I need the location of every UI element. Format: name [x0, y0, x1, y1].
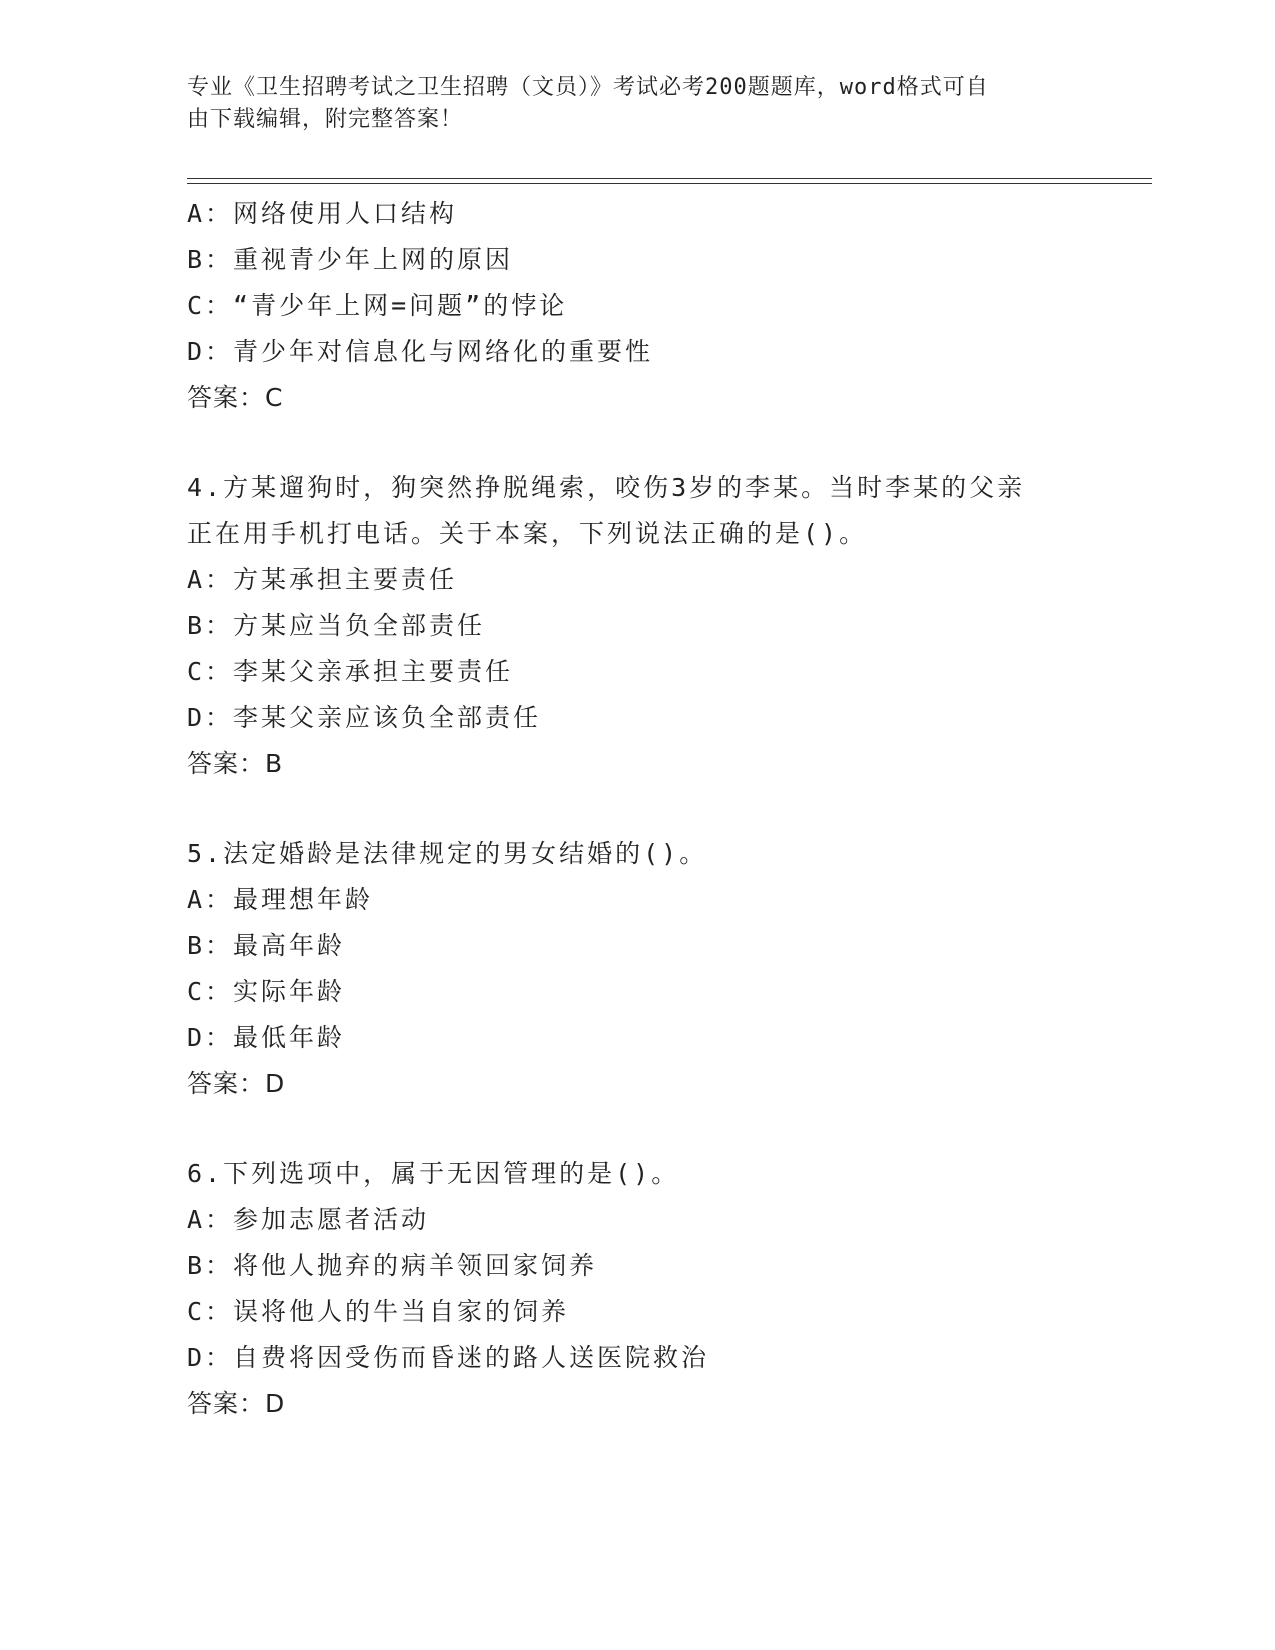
question-4	[187, 465, 1147, 787]
option-c: C：李某父亲承担主要责任	[187, 657, 514, 686]
answer-line: 答案：D	[187, 1069, 286, 1098]
question-6	[187, 1151, 1147, 1427]
option-b: B：最高年龄	[187, 931, 346, 960]
option-c: C：误将他人的牛当自家的饲养	[187, 1297, 570, 1326]
question-3	[187, 191, 1147, 421]
option-d: D：李某父亲应该负全部责任	[187, 703, 542, 732]
answer-line: 答案：C	[187, 383, 284, 412]
spacer	[187, 787, 1147, 831]
question-list	[187, 191, 1147, 1427]
option-b: B：将他人抛弃的病羊领回家饲养	[187, 1251, 598, 1280]
option-d: D：自费将因受伤而昏迷的路人送医院救治	[187, 1343, 710, 1372]
option-d: D：最低年龄	[187, 1023, 346, 1052]
option-c: C：“青少年上网=问题”的悖论	[187, 291, 568, 320]
spacer	[187, 421, 1147, 465]
option-d: D：青少年对信息化与网络化的重要性	[187, 337, 654, 366]
option-a: A：方某承担主要责任	[187, 565, 458, 594]
option-b: B：方某应当负全部责任	[187, 611, 486, 640]
answer-line: 答案：B	[187, 749, 284, 778]
option-b: B：重视青少年上网的原因	[187, 245, 514, 274]
header-divider-bottom	[187, 183, 1152, 184]
option-a: A：网络使用人口结构	[187, 199, 458, 228]
question-stem-line-1: 4.方某遛狗时，狗突然挣脱绳索，咬伤3岁的李某。当时李某的父亲	[187, 473, 1026, 502]
answer-line: 答案：D	[187, 1389, 286, 1418]
question-stem-line-1: 5.法定婚龄是法律规定的男女结婚的()。	[187, 839, 708, 868]
question-5	[187, 831, 1147, 1107]
header-line-1: 专业《卫生招聘考试之卫生招聘（文员）》考试必考200题题库，word格式可自	[187, 75, 989, 100]
document-header	[187, 72, 1067, 136]
option-a: A：最理想年龄	[187, 885, 374, 914]
spacer	[187, 1107, 1147, 1151]
header-line-2: 由下载编辑，附完整答案！	[187, 107, 464, 132]
option-c: C：实际年龄	[187, 977, 346, 1006]
header-divider-top	[187, 178, 1152, 179]
question-stem-line-1: 6.下列选项中，属于无因管理的是()。	[187, 1159, 680, 1188]
option-a: A：参加志愿者活动	[187, 1205, 430, 1234]
question-stem-line-2: 正在用手机打电话。关于本案，下列说法正确的是()。	[187, 519, 868, 548]
